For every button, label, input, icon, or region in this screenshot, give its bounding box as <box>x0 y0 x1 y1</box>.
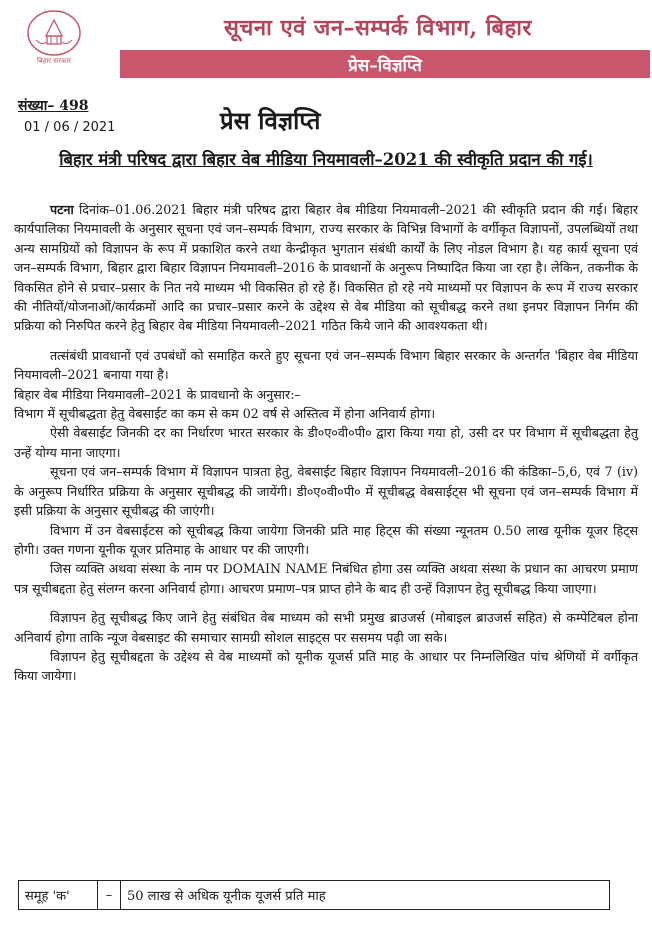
provision-1: विभाग में सूचीबद्धता हेतु वेबसाईट का कम से कम 02 वर्ष से अस्तित्व में होना अनिवार्य होगा। <box>14 406 436 422</box>
paragraph-intro-text: दिनांक–01.06.2021 बिहार मंत्री परिषद द्वारा बिहार वेब मीडिया नियमावली–2021 की स्वीकृति प्रदान की गई। बिहार कार्यपालिका नियमावली के अनुसार सूचना एवं जन–सम्पर्क विभाग, राज्य सरकार के विभिन्न विभागों के वर्गीकृत विज्ञापनों, उपलब्धियों तथा अन्य सामग्रियों को विज्ञापन के रूप में प्रकाशित करने तथा केन्द्रीकृत भुगतान संबंधी कार्यों के लिए नोडल विभाग है। यह कार्य सूचना एवं जन–सम्पर्क विभाग, बिहार द्वारा बिहार विज्ञापन नियमावली–2016 के प्रावधानों के अनुरूप निष्पादित किया जा रहा है। लेकिन, तकनीक के विकसित होने से प्रचार–प्रसार के नित नये माध्यम भी विकसित हो रहे हैं। विकसित हो रहे नये माध्यमों पर विज्ञापन के रूप में राज्य सरकार की नीतियों/योजनाओं/कार्यक्रमों आदि का प्रचार–प्रसार करने के उद्देश्य से वेब मीडिया को सूचीबद्ध करने तथा इनपर विज्ञापन निर्गम की प्रक्रिया को निरुपित करने हेतु बिहार वेब मीडिया नियमावली–2021 गठित किये जाने की आवश्यकता थी। <box>14 202 638 334</box>
paragraph-intro <box>14 200 638 336</box>
provision-7: विज्ञापन हेतु सूचीबद्दता के उद्देश्य से वेब माध्यमों को यूनीक यूजर्स प्रति माह के आधार पर निम्नलिखित पांच श्रेणियों में वर्गीकृत किया जायेगा। <box>14 648 639 684</box>
press-release-band-label: प्रेस–विज्ञप्ति <box>348 56 422 76</box>
press-release-band <box>120 50 650 78</box>
provision-2: ऐसी वेबसाईट जिनकी दर का निर्धारण भारत सरकार के डी०ए०वी०पी० द्वारा किया गया हो, उसी दर पर विभाग में सूचीबद्धता हेतु उन्हें योग्य माना जाएगा। <box>14 425 638 460</box>
reference-date: 01 / 06 / 2021 <box>24 120 116 135</box>
group-cell: समूह 'क' <box>19 881 98 910</box>
provision-5: जिस व्यक्ति अथवा संस्था के नाम पर DOMAIN NAME निबंधित होगा उस व्यक्ति अथवा संस्था के प्रधान का आचरण प्रमाण पत्र सूचीबद्दता हेतु संलग्न करना अनिवार्य होगा। आचरण प्रमाण–पत्र प्राप्त होने के बाद ही उन्हें विज्ञापन हेतु सूचीबद्ध किया जाएगा। <box>14 561 638 596</box>
dateline-place: पटना <box>50 202 74 217</box>
category-table <box>18 880 610 910</box>
bihar-government-emblem <box>22 6 86 66</box>
department-title: सूचना एवं जन–सम्पर्क विभाग, बिहार <box>224 15 532 41</box>
table-row <box>19 881 610 910</box>
headline: बिहार मंत्री परिषद द्वारा बिहार वेब मीडिया नियमावली–2021 की स्वीकृति प्रदान की गई। <box>59 150 593 169</box>
reference-number: संख्या– 498 <box>18 98 89 114</box>
paragraph-3: बिहार वेब मीडिया नियमावली–2021 के प्रावधानो के अनुसार:– <box>14 386 301 402</box>
provision-4: विभाग में उन वेबसाईटस को सूचीबद्ध किया जायेगा जिनकी प्रति माह हिट्स की संख्या न्यूनतम 0.50 लाख यूनीक यूजर हिट्स होगी। उक्त गणना यूनीक यूजर प्रतिमाह के आधार पर की जाएगी। <box>14 522 638 557</box>
paragraph-2: तत्संबंधी प्रावधानों एवं उपबंधों को समाहित करते हुए सूचना एवं जन–सम्पर्क विभाग बिहार सरकार के अन्तर्गत 'बिहार वेब मीडिया नियमावली–2021 बनाया गया है। <box>14 347 638 383</box>
provision-6: विज्ञापन हेतु सूचीबद्ध किए जाने हेतु संबंधित वेब माध्यम को सभी प्रमुख ब्राउजर्स (मोबाइल ब्राउजर्स सहित) से कम्पेटिबल होना अनिवार्य होगा ताकि न्यूज वेबसाइट की समाचार सामग्री सोशल साइट्स पर ससमय पढ़ी जा सके। <box>14 610 638 645</box>
criteria-cell: 50 लाख से अधिक यूनीक यूजर्स प्रति माह <box>121 881 610 910</box>
letterhead <box>0 0 652 80</box>
emblem-caption: बिहार सरकार <box>36 57 72 65</box>
press-release-body <box>14 200 638 686</box>
provision-3: सूचना एवं जन–सम्पर्क विभाग में विज्ञापन पात्रता हेतु, वेबसाईट बिहार विज्ञापन नियमावली–2016 की कंडिका–5,6, एवं 7 (iv) के अनुरूप निर्धारित प्रक्रिया के अनुसार सूचीबद्ध की जायेंगी। डी०ए०वी०पी० में सूचीबद्ध वेबसाईट्स भी सूचना एवं जन–सम्पर्क विभाग में इसी प्रक्रिया के अनुसार सूचीबद्ध की जाएंगी। <box>14 464 638 519</box>
dash-cell: – <box>98 881 121 910</box>
document-title: प्रेस विज्ञप्ति <box>220 106 321 135</box>
